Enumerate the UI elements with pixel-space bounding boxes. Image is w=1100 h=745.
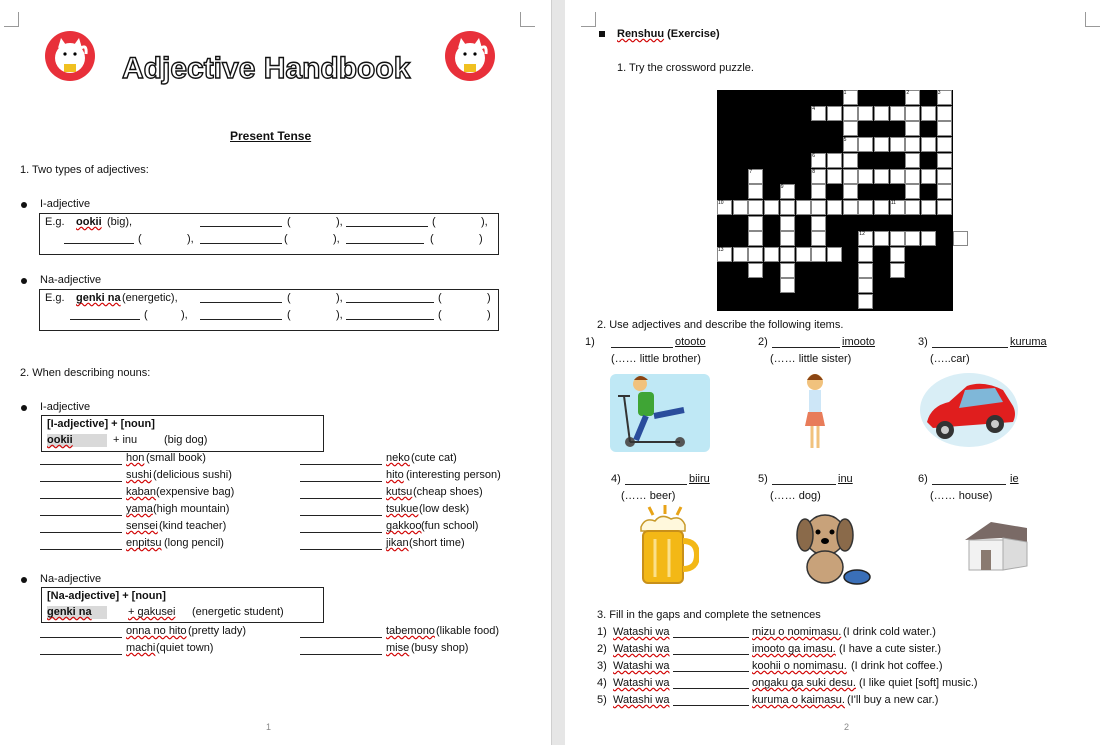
paren: ( — [287, 292, 291, 304]
answer-blank[interactable] — [40, 627, 122, 638]
crossword-cell[interactable] — [858, 137, 873, 152]
answer-blank[interactable] — [932, 337, 1008, 348]
noun-word: machi — [126, 642, 156, 654]
crossword-cell[interactable] — [780, 247, 795, 262]
list-item — [300, 503, 470, 520]
paren: ( — [287, 309, 291, 321]
crop-mark — [520, 12, 535, 27]
answer-blank[interactable] — [300, 539, 382, 550]
paren: ( — [430, 233, 434, 245]
crossword-cell[interactable] — [827, 153, 842, 168]
crossword-clue-number: 13 — [718, 247, 724, 253]
sentence-start: Watashi wa — [613, 677, 670, 689]
item-word: otooto — [675, 336, 706, 348]
paren: ), — [336, 216, 343, 228]
crossword-cell[interactable] — [905, 184, 920, 199]
question-3: 3. Fill in the gaps and complete the setnences — [597, 609, 821, 621]
crossword-cell[interactable] — [733, 247, 748, 262]
crossword-clue-number: 9 — [780, 184, 784, 191]
paren: ) — [487, 292, 491, 304]
crossword-cell[interactable] — [858, 263, 873, 278]
answer-blank[interactable] — [40, 539, 122, 550]
crossword-clue-number: 8 — [812, 168, 815, 175]
answer-blank[interactable] — [346, 233, 424, 244]
answer-blank[interactable] — [300, 471, 382, 482]
noun-gloss: (kind teacher) — [159, 520, 227, 532]
bullet — [21, 202, 27, 208]
noun-gloss: (expensive bag) — [156, 486, 235, 498]
beer-icon — [635, 505, 699, 587]
crossword-cell[interactable] — [748, 247, 763, 262]
crossword-cell[interactable] — [921, 200, 936, 215]
answer-blank[interactable] — [40, 488, 122, 499]
sentence-end: kuruma o kaimasu. — [752, 694, 845, 706]
square-bullet — [599, 31, 605, 37]
crossword-cell[interactable] — [858, 278, 873, 293]
na-example-word: genki na — [76, 292, 121, 304]
crossword-cell[interactable] — [890, 106, 905, 121]
crossword-cell[interactable] — [796, 247, 811, 262]
scooter-boy-icon — [610, 374, 710, 452]
i-example-word: ookii — [76, 216, 102, 228]
na-formula-word: genki na — [47, 606, 107, 619]
crossword-cell[interactable] — [890, 169, 905, 184]
noun-word: jikan — [386, 537, 409, 549]
question-1: 1. Try the crossword puzzle. — [617, 62, 754, 74]
crossword-cell[interactable] — [733, 200, 748, 215]
crossword-cell[interactable] — [858, 200, 873, 215]
item-gloss: (…… dog) — [770, 490, 821, 502]
crossword-cell[interactable] — [780, 200, 795, 215]
paren: ) — [487, 309, 491, 321]
paren: ( — [438, 292, 442, 304]
crop-mark — [581, 12, 596, 27]
crossword-clue-number: 5 — [843, 137, 847, 144]
list-item — [300, 625, 499, 642]
sentence-row — [597, 694, 1057, 711]
crossword-clue-number: 10 — [718, 199, 724, 206]
page-2 — [565, 0, 1100, 745]
paren: ), — [181, 309, 188, 321]
list-item — [300, 486, 483, 503]
noun-gloss: (fun school) — [421, 520, 479, 532]
noun-gloss: (likable food) — [436, 625, 499, 637]
crossword-cell[interactable] — [921, 106, 936, 121]
item-number: 2) — [758, 336, 768, 348]
answer-blank[interactable] — [40, 471, 122, 482]
answer-blank[interactable] — [346, 309, 434, 320]
crossword-cell[interactable] — [764, 247, 779, 262]
noun-gloss: (cheap shoes) — [413, 486, 483, 498]
crossword-cell[interactable] — [890, 231, 905, 246]
paren: ( — [144, 309, 148, 321]
na-adjective-label: Na-adjective — [40, 274, 102, 286]
crossword-clue-number: 4 — [812, 105, 815, 112]
crossword-cell[interactable] — [874, 231, 889, 246]
noun-gloss: (high mountain) — [153, 503, 230, 515]
crossword-cell[interactable] — [748, 184, 763, 199]
answer-blank[interactable] — [346, 292, 434, 303]
sentence-start: Watashi wa — [613, 626, 670, 638]
sentence-end: mizu o nomimasu. — [752, 626, 842, 638]
crossword-clue-number: 2 — [906, 90, 910, 96]
answer-blank[interactable] — [200, 216, 282, 227]
answer-blank[interactable] — [300, 505, 382, 516]
sentence-translation: (I drink cold water.) — [843, 626, 936, 638]
crossword-cell[interactable] — [811, 231, 826, 246]
na-example-gloss: (energetic), — [122, 292, 178, 304]
crossword-cell[interactable] — [858, 106, 873, 121]
crossword-cell[interactable] — [905, 200, 920, 215]
answer-blank[interactable] — [300, 454, 382, 465]
girl-icon — [801, 372, 829, 454]
crossword-cell[interactable] — [827, 200, 842, 215]
crossword-cell[interactable] — [905, 169, 920, 184]
exercise-heading — [617, 28, 720, 41]
paren: ), — [336, 309, 343, 321]
crossword-cell[interactable] — [890, 247, 905, 262]
answer-blank[interactable] — [300, 627, 382, 638]
sentence-translation: (I drink hot coffee.) — [851, 660, 943, 672]
crossword-cell[interactable] — [827, 247, 842, 262]
list-item — [40, 537, 224, 554]
noun-gloss: (long pencil) — [164, 537, 224, 549]
item-gloss: (…..car) — [930, 353, 970, 365]
answer-blank[interactable] — [70, 309, 140, 320]
list-item — [300, 452, 457, 469]
item-gloss: (…… beer) — [621, 490, 676, 502]
item-word: kuruma — [1010, 336, 1047, 348]
crossword-cell[interactable] — [905, 137, 920, 152]
list-item — [300, 642, 469, 659]
answer-blank[interactable] — [300, 644, 382, 655]
item-number: 4) — [611, 473, 621, 485]
item-number: 5) — [758, 473, 768, 485]
answer-blank[interactable] — [932, 474, 1006, 485]
i-formula: [I-adjective] + [noun] — [47, 418, 155, 430]
noun-word: hito — [386, 469, 404, 481]
crossword-cell[interactable] — [905, 231, 920, 246]
crossword-cell[interactable] — [811, 247, 826, 262]
crossword-cell[interactable] — [843, 184, 858, 199]
crossword-cell[interactable] — [874, 137, 889, 152]
answer-blank[interactable] — [625, 474, 687, 485]
page-number: 2 — [844, 722, 850, 732]
heading-rest: (Exercise) — [664, 28, 720, 40]
i-adjective-label: I-adjective — [40, 198, 91, 210]
item-word: inu — [838, 473, 853, 485]
sentence-translation: (I have a cute sister.) — [839, 643, 942, 655]
item-word: imooto — [842, 336, 876, 348]
crossword-clue-number: 1 — [843, 90, 847, 96]
item-gloss: (…… little sister) — [770, 353, 852, 365]
subtitle: Present Tense — [230, 129, 312, 143]
sentence-translation: (I'll buy a new car.) — [847, 694, 939, 706]
paren: ), — [333, 233, 340, 245]
noun-word: onna no hito — [126, 625, 187, 637]
answer-blank[interactable] — [200, 309, 282, 320]
answer-blank[interactable] — [40, 644, 122, 655]
list-item — [40, 452, 206, 469]
answer-blank[interactable] — [673, 661, 749, 672]
i-example-gloss: (big), — [107, 216, 133, 228]
sentence-start: Watashi wa — [613, 660, 670, 672]
crossword-cell[interactable] — [748, 216, 763, 231]
answer-blank[interactable] — [772, 337, 840, 348]
crossword-cell[interactable] — [858, 247, 873, 262]
na-formula-gloss: (energetic student) — [192, 606, 284, 618]
sentence-list — [597, 626, 1057, 711]
sentence-row — [597, 660, 1057, 677]
crossword-cell[interactable] — [858, 294, 873, 309]
crossword-cell[interactable] — [921, 169, 936, 184]
noun-word: yama — [126, 503, 153, 515]
bullet — [21, 577, 27, 583]
sentence-number: 5) — [597, 694, 607, 706]
crossword-cell[interactable] — [780, 216, 795, 231]
list-item — [40, 486, 235, 503]
house-icon — [961, 518, 1031, 572]
crossword-cell[interactable] — [953, 231, 968, 246]
crossword-cell[interactable] — [858, 169, 873, 184]
crossword-cell[interactable] — [905, 106, 920, 121]
list-item — [300, 520, 479, 537]
answer-blank[interactable] — [300, 522, 382, 533]
i-formula-gloss: (big dog) — [164, 434, 208, 446]
sentence-row — [597, 677, 1057, 694]
i-formula-noun: + inu — [113, 434, 138, 446]
na-formula: [Na-adjective] + [noun] — [47, 590, 166, 602]
answer-blank[interactable] — [40, 522, 122, 533]
crossword-cell[interactable] — [796, 200, 811, 215]
crossword-cell[interactable] — [827, 106, 842, 121]
crossword-cell[interactable] — [780, 263, 795, 278]
sentence-row — [597, 643, 1057, 660]
crossword-clue-number: 3 — [937, 90, 941, 96]
crossword-cell[interactable] — [843, 121, 858, 136]
page-title: Adjective Handbook — [122, 52, 411, 85]
lucky-cat-icon — [44, 30, 96, 82]
crossword-cell[interactable] — [843, 200, 858, 215]
noun-gloss: (quiet town) — [156, 642, 214, 654]
item-word: ie — [1010, 473, 1019, 485]
crossword-cell[interactable] — [827, 169, 842, 184]
answer-blank[interactable] — [200, 233, 282, 244]
answer-blank[interactable] — [673, 644, 749, 655]
noun-word: gakkoo — [386, 520, 422, 532]
answer-blank[interactable] — [346, 216, 428, 227]
noun-gloss: (cute cat) — [411, 452, 457, 464]
crossword-cell[interactable] — [905, 153, 920, 168]
i-formula-word: ookii — [47, 434, 107, 447]
list-item — [40, 642, 214, 659]
i-adjective-list-left — [40, 452, 235, 554]
item-number: 6) — [918, 473, 928, 485]
list-item — [40, 625, 247, 642]
na-formula-noun: + gakusei — [128, 606, 176, 618]
crossword-cell[interactable] — [937, 137, 952, 152]
na-adjective-list-left — [40, 625, 247, 659]
item-gloss: (…… house) — [930, 490, 993, 502]
crossword-grid — [717, 90, 953, 311]
list-item — [40, 503, 230, 520]
paren: ) — [479, 233, 483, 245]
crossword-cell[interactable] — [937, 121, 952, 136]
car-icon — [919, 370, 1019, 448]
crossword-clue-number: 11 — [890, 199, 896, 206]
answer-blank[interactable] — [200, 292, 282, 303]
na-adjective-list-right — [300, 625, 499, 659]
noun-word: kutsu — [386, 486, 413, 498]
noun-gloss: (interesting person) — [406, 469, 501, 481]
noun-gloss: (delicious sushi) — [153, 469, 232, 481]
crossword-cell[interactable] — [811, 184, 826, 199]
crossword-cell[interactable] — [748, 263, 763, 278]
answer-blank[interactable] — [673, 695, 749, 706]
crossword-cell[interactable] — [937, 184, 952, 199]
paren: ( — [438, 309, 442, 321]
crossword-cell[interactable] — [764, 200, 779, 215]
eg-label: E.g. — [45, 292, 65, 304]
paren: ( — [432, 216, 436, 228]
crossword-cell[interactable] — [921, 137, 936, 152]
paren: ), — [336, 292, 343, 304]
answer-blank[interactable] — [611, 337, 673, 348]
crop-mark — [4, 12, 19, 27]
paren: ), — [187, 233, 194, 245]
crossword-cell[interactable] — [937, 153, 952, 168]
question-2: 2. Use adjectives and describe the following items. — [597, 319, 844, 331]
noun-word: hon — [126, 452, 145, 464]
noun-gloss: (busy shop) — [411, 642, 469, 654]
paren: ( — [287, 216, 291, 228]
answer-blank[interactable] — [673, 627, 749, 638]
sentence-start: Watashi wa — [613, 643, 670, 655]
noun-word: kaban — [126, 486, 156, 498]
crossword-clue-number: 7 — [749, 168, 753, 175]
crossword-cell[interactable] — [890, 263, 905, 278]
dog-icon — [795, 505, 873, 587]
list-item — [300, 537, 465, 554]
noun-word: sensei — [126, 520, 158, 532]
section-2-heading: 2. When describing nouns: — [20, 367, 151, 379]
noun-word: tsukue — [386, 503, 419, 515]
answer-blank[interactable] — [40, 454, 122, 465]
list-item — [40, 520, 227, 537]
page-number: 1 — [266, 722, 272, 732]
item-number: 1) — [585, 336, 595, 348]
crossword-cell[interactable] — [811, 200, 826, 215]
sentence-number: 1) — [597, 626, 607, 638]
answer-blank[interactable] — [300, 488, 382, 499]
bullet — [21, 278, 27, 284]
crossword-cell[interactable] — [874, 200, 889, 215]
crossword-cell[interactable] — [874, 106, 889, 121]
crossword-cell[interactable] — [937, 169, 952, 184]
bullet — [21, 405, 27, 411]
item-word: biiru — [689, 473, 710, 485]
sentence-end: ongaku ga suki desu. — [752, 677, 856, 689]
heading-word: Renshuu — [617, 28, 665, 40]
i-adjective-list-right — [300, 452, 501, 554]
crossword-cell[interactable] — [937, 200, 952, 215]
crop-mark — [1085, 12, 1100, 27]
na-adjective-label: Na-adjective — [40, 573, 102, 585]
sentence-row — [597, 626, 1057, 643]
crossword-cell[interactable] — [748, 231, 763, 246]
crossword-cell[interactable] — [843, 169, 858, 184]
crossword-cell[interactable] — [921, 231, 936, 246]
crossword-clue-number: 6 — [812, 152, 815, 159]
crossword-cell[interactable] — [843, 153, 858, 168]
noun-word: sushi — [126, 469, 152, 481]
paren: ), — [481, 216, 488, 228]
noun-word: enpitsu — [126, 537, 162, 549]
crossword-cell[interactable] — [780, 278, 795, 293]
crossword-cell[interactable] — [905, 121, 920, 136]
noun-gloss: (pretty lady) — [188, 625, 247, 637]
noun-gloss: (low desk) — [419, 503, 470, 515]
noun-gloss: (small book) — [146, 452, 206, 464]
sentence-number: 2) — [597, 643, 607, 655]
sentence-number: 3) — [597, 660, 607, 672]
list-item — [300, 469, 501, 486]
crossword-cell[interactable] — [843, 106, 858, 121]
list-item — [40, 469, 232, 486]
crossword-cell[interactable] — [780, 231, 795, 246]
sentence-end: imooto ga imasu. — [752, 643, 836, 655]
item-number: 3) — [918, 336, 928, 348]
crossword-cell[interactable] — [811, 216, 826, 231]
sentence-translation: (I like quiet [soft] music.) — [859, 677, 978, 689]
section-1-heading: 1. Two types of adjectives: — [20, 164, 149, 176]
crossword-clue-number: 12 — [859, 231, 865, 238]
crossword-cell[interactable] — [874, 169, 889, 184]
answer-blank[interactable] — [40, 505, 122, 516]
paren: ( — [138, 233, 142, 245]
crossword-cell[interactable] — [890, 137, 905, 152]
noun-word: tabemono — [386, 625, 435, 637]
crossword-cell[interactable] — [937, 106, 952, 121]
lucky-cat-icon — [444, 30, 496, 82]
sentence-end: koohii o nomimasu. — [752, 660, 847, 672]
noun-word: mise — [386, 642, 410, 654]
paren: ( — [284, 233, 288, 245]
sentence-number: 4) — [597, 677, 607, 689]
eg-label: E.g. — [45, 216, 65, 228]
answer-blank[interactable] — [772, 474, 836, 485]
i-adjective-label: I-adjective — [40, 401, 91, 413]
answer-blank[interactable] — [673, 678, 749, 689]
item-gloss: (…… little brother) — [611, 353, 701, 365]
noun-gloss: (short time) — [409, 537, 465, 549]
noun-word: neko — [386, 452, 410, 464]
answer-blank[interactable] — [64, 233, 134, 244]
sentence-start: Watashi wa — [613, 694, 670, 706]
crossword-cell[interactable] — [748, 200, 763, 215]
